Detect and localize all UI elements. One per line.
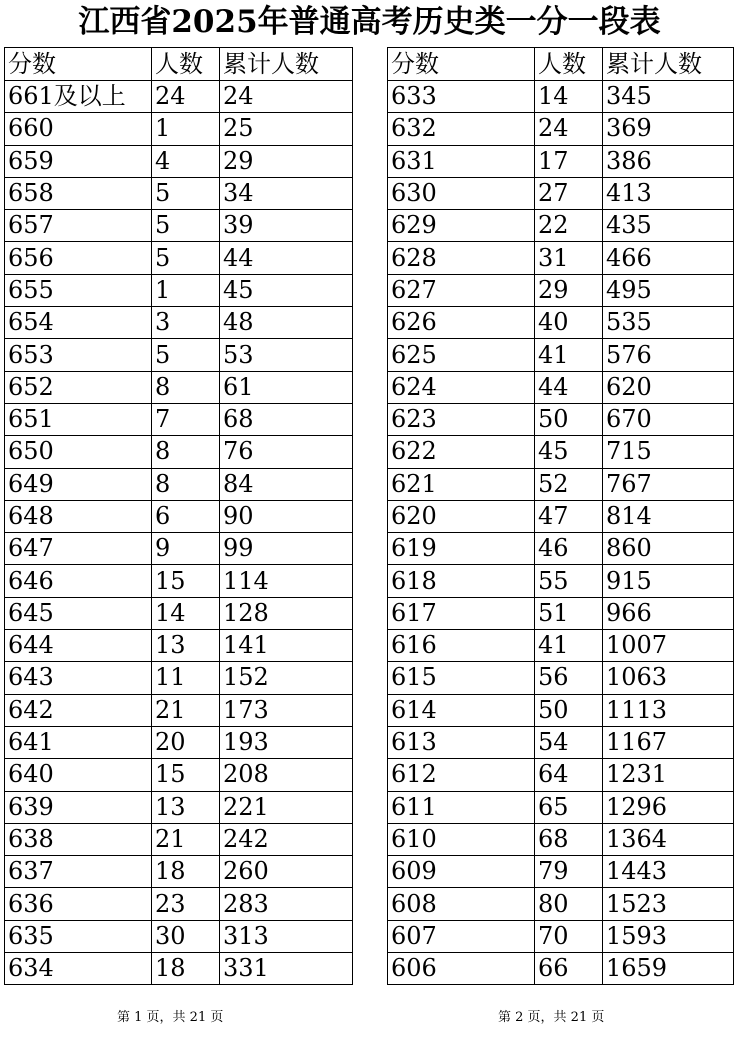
header-cumulative: 累计人数 [603,48,734,81]
score-cell: 625 [388,339,535,371]
table-row [5,145,353,177]
count-cell: 56 [535,662,603,694]
table-row [388,307,734,339]
cumulative-cell: 535 [603,307,734,339]
score-cell: 619 [388,533,535,565]
table-row [388,662,734,694]
count-cell: 6 [152,500,220,532]
count-cell: 50 [535,403,603,435]
cumulative-cell: 193 [220,726,353,758]
count-cell: 65 [535,791,603,823]
count-cell: 8 [152,468,220,500]
table-row [5,920,353,952]
score-cell: 612 [388,759,535,791]
score-cell: 627 [388,274,535,306]
score-cell: 640 [5,759,152,791]
count-cell: 24 [535,113,603,145]
cumulative-cell: 495 [603,274,734,306]
cumulative-cell: 1593 [603,920,734,952]
score-cell: 651 [5,403,152,435]
count-cell: 27 [535,177,603,209]
count-cell: 40 [535,307,603,339]
cumulative-cell: 45 [220,274,353,306]
cumulative-cell: 1231 [603,759,734,791]
table-row [5,177,353,209]
table-row [388,81,734,113]
score-table-right [387,47,734,985]
table-row [388,694,734,726]
page-number-right: 第 2 页，共 21 页 [498,1010,605,1025]
cumulative-cell: 466 [603,242,734,274]
cumulative-cell: 331 [220,953,353,985]
count-cell: 50 [535,694,603,726]
count-cell: 24 [152,81,220,113]
count-cell: 8 [152,436,220,468]
score-cell: 653 [5,339,152,371]
cumulative-cell: 386 [603,145,734,177]
cumulative-cell: 39 [220,210,353,242]
count-cell: 17 [535,145,603,177]
count-cell: 22 [535,210,603,242]
table-row [388,533,734,565]
count-cell: 5 [152,210,220,242]
count-cell: 51 [535,597,603,629]
table-row [388,726,734,758]
table-row [388,145,734,177]
count-cell: 11 [152,662,220,694]
table-row [388,210,734,242]
table-row [5,307,353,339]
score-cell: 638 [5,823,152,855]
page-title: 江西省2025年普通高考历史类一分一段表 [78,4,661,40]
count-cell: 44 [535,371,603,403]
header-cumulative: 累计人数 [220,48,353,81]
score-cell: 611 [388,791,535,823]
count-cell: 5 [152,242,220,274]
cumulative-cell: 141 [220,630,353,662]
score-cell: 618 [388,565,535,597]
score-cell: 647 [5,533,152,565]
table-row [388,468,734,500]
table-row [388,177,734,209]
cumulative-cell: 435 [603,210,734,242]
cumulative-cell: 34 [220,177,353,209]
count-cell: 68 [535,823,603,855]
table-row [5,823,353,855]
count-cell: 18 [152,953,220,985]
cumulative-cell: 1443 [603,856,734,888]
cumulative-cell: 283 [220,888,353,920]
score-cell: 656 [5,242,152,274]
count-cell: 3 [152,307,220,339]
cumulative-cell: 44 [220,242,353,274]
score-cell: 626 [388,307,535,339]
count-cell: 55 [535,565,603,597]
cumulative-cell: 369 [603,113,734,145]
table-row [388,371,734,403]
cumulative-cell: 966 [603,597,734,629]
score-cell: 624 [388,371,535,403]
cumulative-cell: 1296 [603,791,734,823]
cumulative-cell: 767 [603,468,734,500]
score-cell: 616 [388,630,535,662]
score-table-right-body [388,48,734,985]
count-cell: 9 [152,533,220,565]
table-row [388,242,734,274]
count-cell: 15 [152,759,220,791]
score-cell: 659 [5,145,152,177]
cumulative-cell: 915 [603,565,734,597]
table-row [5,500,353,532]
cumulative-cell: 1364 [603,823,734,855]
score-cell: 615 [388,662,535,694]
cumulative-cell: 25 [220,113,353,145]
count-cell: 21 [152,823,220,855]
count-cell: 18 [152,856,220,888]
header-count: 人数 [152,48,220,81]
cumulative-cell: 1007 [603,630,734,662]
cumulative-cell: 128 [220,597,353,629]
table-row [5,791,353,823]
cumulative-cell: 313 [220,920,353,952]
table-row [388,339,734,371]
score-cell: 622 [388,436,535,468]
score-cell: 652 [5,371,152,403]
count-cell: 8 [152,371,220,403]
score-cell: 655 [5,274,152,306]
score-cell: 637 [5,856,152,888]
cumulative-cell: 76 [220,436,353,468]
cumulative-cell: 1167 [603,726,734,758]
count-cell: 29 [535,274,603,306]
cumulative-cell: 576 [603,339,734,371]
table-row [388,759,734,791]
count-cell: 80 [535,888,603,920]
table-row [5,533,353,565]
table-row [388,113,734,145]
score-cell: 650 [5,436,152,468]
score-cell: 654 [5,307,152,339]
score-cell: 639 [5,791,152,823]
score-cell: 609 [388,856,535,888]
score-cell: 641 [5,726,152,758]
cumulative-cell: 84 [220,468,353,500]
count-cell: 31 [535,242,603,274]
score-cell: 642 [5,694,152,726]
cumulative-cell: 48 [220,307,353,339]
cumulative-cell: 68 [220,403,353,435]
page-number-left: 第 1 页，共 21 页 [117,1010,224,1025]
score-cell: 644 [5,630,152,662]
cumulative-cell: 114 [220,565,353,597]
cumulative-cell: 1063 [603,662,734,694]
cumulative-cell: 208 [220,759,353,791]
score-cell: 632 [388,113,535,145]
cumulative-cell: 29 [220,145,353,177]
table-row [5,953,353,985]
score-cell: 634 [5,953,152,985]
score-cell: 610 [388,823,535,855]
table-row [5,81,353,113]
table-row [388,565,734,597]
score-table-left [4,47,353,985]
cumulative-cell: 413 [603,177,734,209]
count-cell: 13 [152,791,220,823]
count-cell: 30 [152,920,220,952]
score-cell: 635 [5,920,152,952]
table-row [5,694,353,726]
cumulative-cell: 61 [220,371,353,403]
table-row [5,468,353,500]
score-cell: 657 [5,210,152,242]
count-cell: 5 [152,339,220,371]
cumulative-cell: 260 [220,856,353,888]
score-table-left-body [5,48,353,985]
header-score: 分数 [388,48,535,81]
table-row [388,500,734,532]
table-row [388,436,734,468]
score-cell: 623 [388,403,535,435]
count-cell: 1 [152,274,220,306]
table-header-row [5,48,353,81]
score-cell: 630 [388,177,535,209]
cumulative-cell: 24 [220,81,353,113]
cumulative-cell: 860 [603,533,734,565]
table-row [5,339,353,371]
cumulative-cell: 152 [220,662,353,694]
cumulative-cell: 173 [220,694,353,726]
score-cell: 621 [388,468,535,500]
count-cell: 7 [152,403,220,435]
cumulative-cell: 620 [603,371,734,403]
header-score: 分数 [5,48,152,81]
score-cell: 631 [388,145,535,177]
count-cell: 79 [535,856,603,888]
score-cell: 661及以上 [5,81,152,113]
cumulative-cell: 242 [220,823,353,855]
table-row [5,597,353,629]
cumulative-cell: 1523 [603,888,734,920]
table-row [388,630,734,662]
count-cell: 23 [152,888,220,920]
count-cell: 13 [152,630,220,662]
table-row [5,630,353,662]
count-cell: 20 [152,726,220,758]
table-row [388,920,734,952]
table-row [388,888,734,920]
table-row [5,759,353,791]
table-row [388,953,734,985]
table-row [5,274,353,306]
score-cell: 607 [388,920,535,952]
score-cell: 658 [5,177,152,209]
count-cell: 5 [152,177,220,209]
score-cell: 613 [388,726,535,758]
count-cell: 52 [535,468,603,500]
score-cell: 660 [5,113,152,145]
table-row [5,726,353,758]
cumulative-cell: 1659 [603,953,734,985]
count-cell: 66 [535,953,603,985]
score-cell: 649 [5,468,152,500]
score-cell: 628 [388,242,535,274]
table-row [388,823,734,855]
cumulative-cell: 814 [603,500,734,532]
cumulative-cell: 221 [220,791,353,823]
cumulative-cell: 1113 [603,694,734,726]
count-cell: 1 [152,113,220,145]
table-row [5,565,353,597]
table-row [388,856,734,888]
table-row [5,662,353,694]
count-cell: 21 [152,694,220,726]
count-cell: 14 [535,81,603,113]
count-cell: 47 [535,500,603,532]
table-row [5,371,353,403]
count-cell: 46 [535,533,603,565]
table-row [5,436,353,468]
score-cell: 643 [5,662,152,694]
score-cell: 646 [5,565,152,597]
count-cell: 4 [152,145,220,177]
score-cell: 620 [388,500,535,532]
count-cell: 14 [152,597,220,629]
count-cell: 41 [535,630,603,662]
cumulative-cell: 715 [603,436,734,468]
table-row [5,113,353,145]
cumulative-cell: 99 [220,533,353,565]
score-cell: 636 [5,888,152,920]
table-row [388,403,734,435]
score-cell: 629 [388,210,535,242]
cumulative-cell: 53 [220,339,353,371]
table-row [5,856,353,888]
score-cell: 633 [388,81,535,113]
header-count: 人数 [535,48,603,81]
cumulative-cell: 345 [603,81,734,113]
table-row [5,242,353,274]
cumulative-cell: 670 [603,403,734,435]
score-cell: 608 [388,888,535,920]
count-cell: 54 [535,726,603,758]
count-cell: 70 [535,920,603,952]
table-row [5,210,353,242]
count-cell: 64 [535,759,603,791]
score-cell: 606 [388,953,535,985]
count-cell: 41 [535,339,603,371]
cumulative-cell: 90 [220,500,353,532]
table-row [5,888,353,920]
count-cell: 15 [152,565,220,597]
count-cell: 45 [535,436,603,468]
table-row [5,403,353,435]
score-cell: 617 [388,597,535,629]
score-cell: 645 [5,597,152,629]
table-header-row [388,48,734,81]
table-row [388,791,734,823]
score-cell: 648 [5,500,152,532]
score-cell: 614 [388,694,535,726]
table-row [388,274,734,306]
table-row [388,597,734,629]
